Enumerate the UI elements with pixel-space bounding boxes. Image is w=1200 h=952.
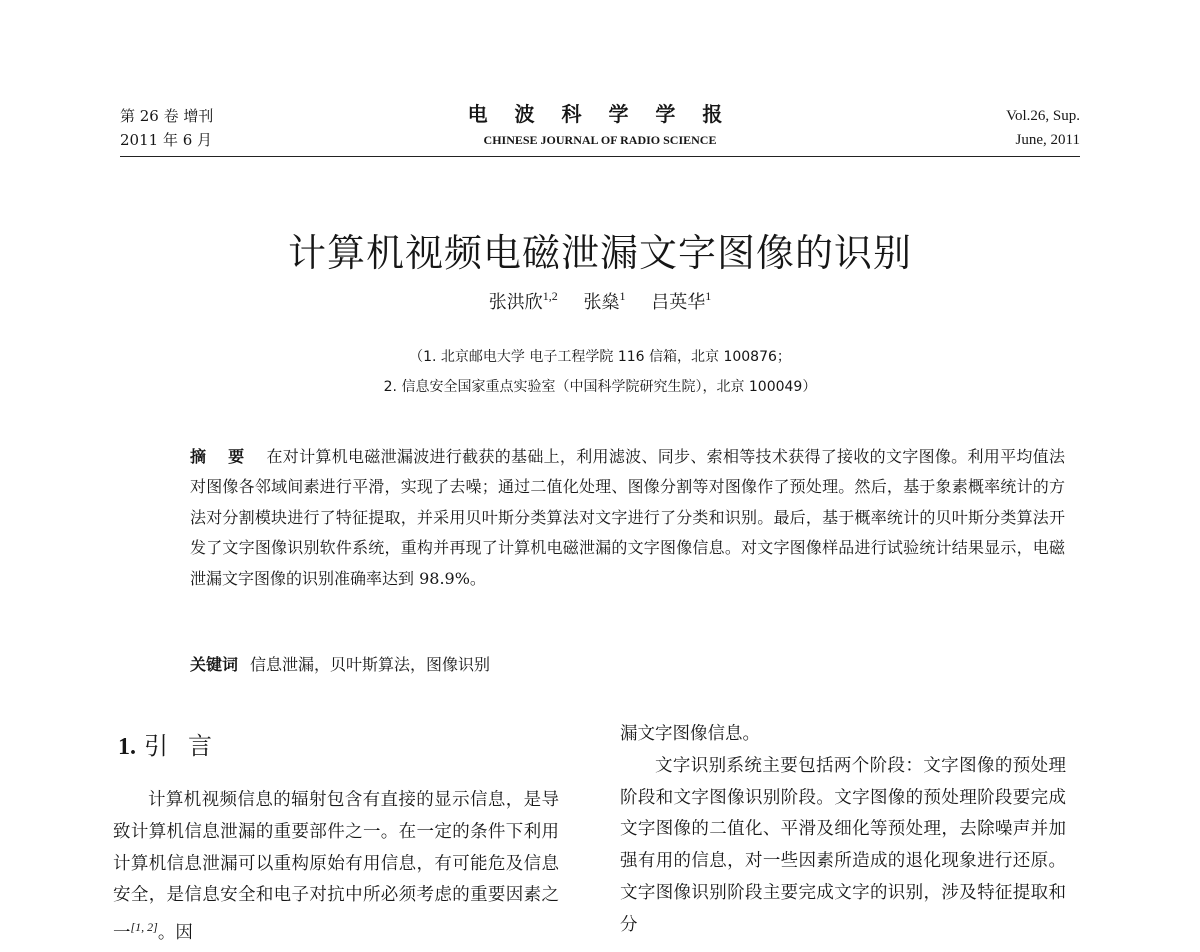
abstract bbox=[190, 442, 1065, 594]
abstract-text: 在对计算机电磁泄漏波进行截获的基础上，利用滤波、同步、索相等技术获得了接收的文字图像。利用平均值法对图像各邻域间素进行平滑，实现了去噪；通过二值化处理、图像分割等对图像作了预处理。然后，基于象素概率统计的方法对分割模块进行了特征提取，并采用贝叶斯分类算法对文字进行了分类和识别。最后，基于概率统计的贝叶斯分类算法开发了文字图像识别软件系统，重构并再现了计算机电磁泄漏的文字图像信息。对文字图像样品进行试验统计结果显示，电磁泄漏文字图像的识别准确率达到 98.9%。 bbox=[190, 447, 1065, 588]
body-paragraph: 文字识别系统主要包括两个阶段：文字图像的预处理阶段和文字图像识别阶段。文字图像的预处理阶段要完成文字图像的二值化、平滑及细化等预处理，去除噪声并加强有用的信息，对一些因素所造成的退化现象进行还原。文字图像识别阶段主要完成文字的识别，涉及特征提取和分 bbox=[620, 755, 1066, 935]
journal-name-en: CHINESE JOURNAL OF RADIO SCIENCE bbox=[483, 133, 717, 147]
header-vol-en: Vol.26, Sup. bbox=[1006, 108, 1080, 124]
section-heading bbox=[118, 728, 232, 765]
affiliation-line: 2. 信息安全国家重点实验室（中国科学院研究生院），北京 100049） bbox=[383, 379, 817, 395]
author-name: 张燊 bbox=[583, 292, 620, 313]
section-title: 引言 bbox=[144, 732, 232, 760]
author bbox=[583, 289, 626, 313]
paragraph-text: 计算机视频信息的辐射包含有直接的显示信息，是导致计算机信息泄漏的重要部件之一。在一定的条件下利用计算机信息泄漏可以重构原始有用信息，有可能危及信息安全，是信息安全和电子对抗中所必须考虑的重要因素之一 bbox=[113, 790, 559, 944]
header-volume-en bbox=[1006, 104, 1080, 152]
author-affil-mark: 1,2 bbox=[542, 289, 558, 303]
author bbox=[488, 289, 558, 313]
section-number: 1. bbox=[118, 734, 136, 760]
header-volume: 第 26 卷 增刊 bbox=[120, 107, 214, 125]
keywords-text: 信息泄漏，贝叶斯算法，图像识别 bbox=[250, 655, 491, 674]
author-list bbox=[0, 288, 1200, 314]
affiliations bbox=[0, 342, 1200, 402]
header-date: 2011 年 6 月 bbox=[120, 131, 213, 149]
author-affil-mark: 1 bbox=[705, 289, 712, 303]
body-paragraph bbox=[113, 785, 559, 950]
author bbox=[651, 289, 712, 313]
header-date-en: June, 2011 bbox=[1015, 132, 1080, 148]
header-rule bbox=[120, 156, 1080, 157]
author-name: 吕英华 bbox=[651, 292, 706, 313]
paper-title: 计算机视频电磁泄漏文字图像的识别 bbox=[287, 231, 912, 275]
keywords bbox=[190, 652, 1065, 678]
paragraph-text-tail: 。因 bbox=[157, 923, 193, 944]
abstract-label: 摘 要 bbox=[190, 447, 253, 466]
author-affil-mark: 1 bbox=[619, 289, 626, 303]
body-column-right bbox=[620, 719, 1066, 942]
citation: [1, 2] bbox=[130, 920, 158, 935]
body-paragraph-continued: 漏文字图像信息。 bbox=[620, 724, 760, 744]
body-column-left bbox=[113, 785, 559, 950]
keywords-label: 关键词 bbox=[190, 655, 239, 674]
journal-name-cn: 电 波 科 学 学 报 bbox=[467, 102, 733, 126]
affiliation-line: （1. 北京邮电大学 电子工程学院 116 信箱，北京 100876； bbox=[409, 349, 791, 365]
author-name: 张洪欣 bbox=[488, 292, 543, 313]
